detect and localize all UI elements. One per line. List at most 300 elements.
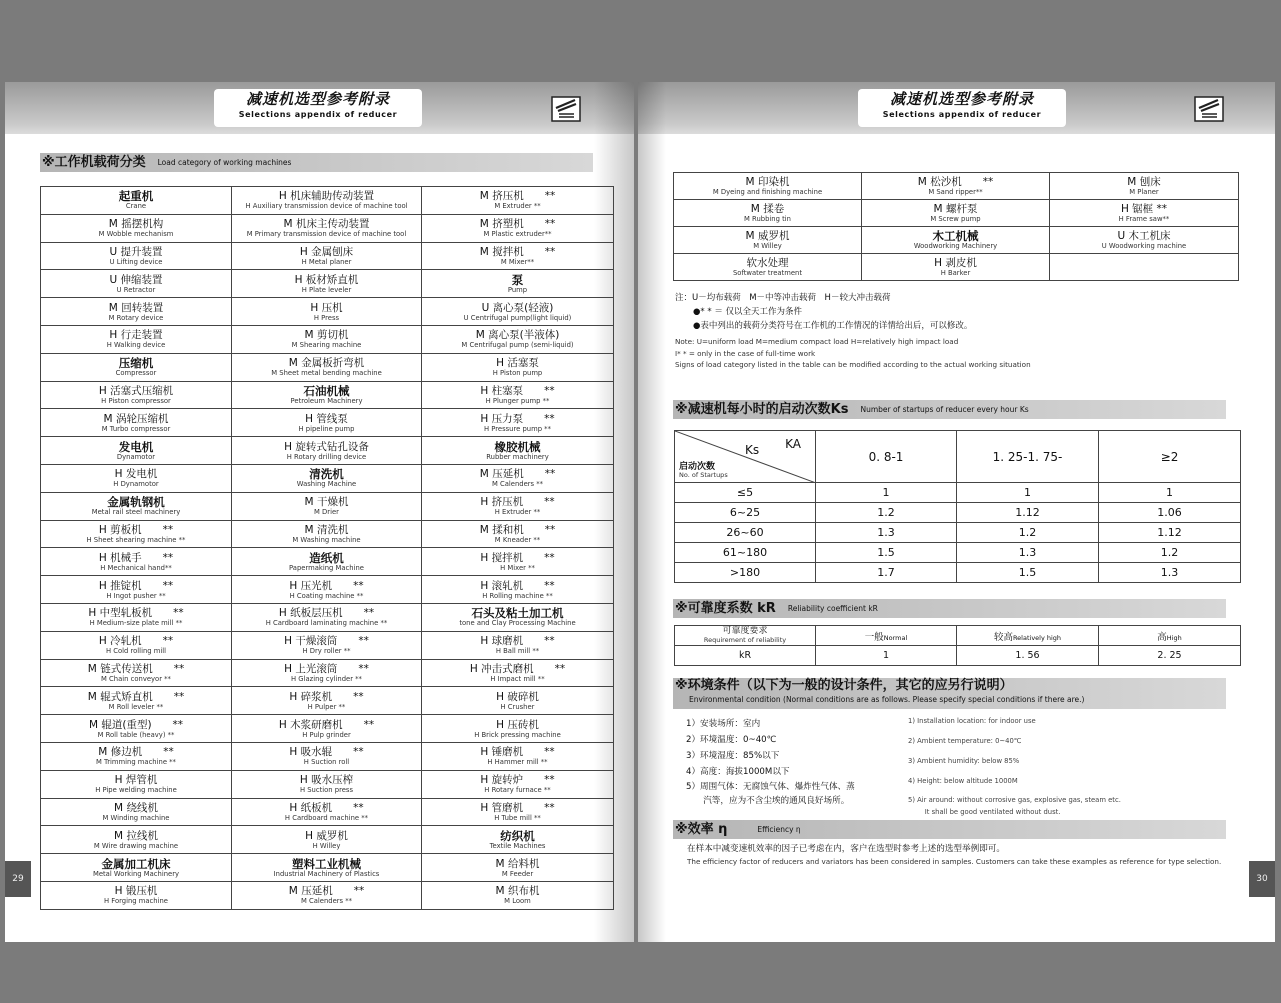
env-item-cn: 4）高度：海拔1000M以下 (686, 767, 790, 777)
machine-cell (232, 576, 422, 604)
machine-name-cn: H 纸板层压机 ** (278, 607, 375, 620)
machine-name-cn: M 链式传送机 ** (87, 662, 185, 675)
machine-name-en: M Shearing machine (291, 341, 362, 350)
machine-cell (422, 381, 614, 409)
machine-name-cn: H 锤磨机 ** (480, 746, 555, 759)
reliability-col-en: Normal (883, 633, 908, 642)
machine-cell (422, 603, 614, 631)
machine-name-en: H Pulp grinder (302, 730, 351, 739)
env-item-en: 3) Ambient humidity: below 85% (908, 757, 1020, 765)
machine-name-en: H Pipe welding machine (95, 786, 177, 795)
machine-name-cn: M 离心泵(半液体) (475, 329, 560, 342)
env-item-cn: 1）安装场所：室内 (686, 719, 761, 729)
column-header: ≥2 (1099, 431, 1241, 483)
machine-cell (232, 409, 422, 437)
machine-cell (41, 631, 232, 659)
machine-name-en: H Piston pump (492, 369, 543, 378)
machine-cell (41, 854, 232, 882)
machine-name-en: M Rotary device (108, 313, 164, 322)
table-row (41, 881, 614, 909)
machine-name-en: M Calenders ** (300, 897, 353, 906)
machine-name-cn: 塑料工业机械 (292, 856, 361, 871)
machine-name-en: M Wobble mechanism (98, 230, 174, 239)
machine-cell (232, 631, 422, 659)
machine-name-en: Woodworking Machinery (913, 242, 998, 250)
machine-name-cn: M 威罗机 (745, 230, 790, 242)
machine-name-cn: H 机床辅助传动装置 (278, 190, 375, 203)
machine-cell (422, 742, 614, 770)
env-item-en: 4) Height: below altitude 1000M (908, 777, 1018, 785)
machine-cell (41, 770, 232, 798)
startups-value: 1 (1099, 483, 1241, 503)
machine-cell (422, 409, 614, 437)
machine-cell (41, 353, 232, 381)
machine-cell (41, 242, 232, 270)
machine-name-cn: H 压机 (310, 301, 343, 314)
machine-name-en: H Plunger pump ** (485, 396, 550, 405)
efficiency-heading (673, 820, 1226, 839)
machine-cell (41, 187, 232, 215)
machine-cell (41, 464, 232, 492)
note-cn-3: ●表中列出的载荷分类符号在工作机的工作情况的详情给出后，可以修改。 (693, 321, 973, 331)
reliability-head-en: Requirement of reliability (703, 636, 787, 644)
machine-cell (422, 492, 614, 520)
machine-name-cn: H 威罗机 (305, 829, 348, 842)
machine-cell (232, 854, 422, 882)
machine-cell (41, 298, 232, 326)
header-title-en: Selections appendix of reducer (238, 110, 398, 119)
machine-name-cn: M 清洗机 (304, 523, 349, 536)
machine-name-en: Papermaking Machine (289, 563, 364, 572)
machine-name-cn: M 绕线机 (114, 801, 158, 814)
table-row (41, 242, 614, 270)
machine-cell (862, 254, 1050, 281)
machine-name-cn: M 搅拌机 ** (479, 245, 556, 258)
table-row (41, 687, 614, 715)
machine-name-cn: M 摇摆机构 (108, 218, 164, 231)
environment-heading (673, 678, 1226, 709)
header-title-en: Selections appendix of reducer (882, 110, 1042, 119)
machine-cell (674, 254, 862, 281)
machine-cell (422, 437, 614, 465)
env-item-en: 1) Installation location: for indoor use (908, 717, 1036, 725)
startups-value: 1.3 (1099, 563, 1241, 583)
machine-name-cn: H 活塞泵 (496, 357, 539, 370)
machine-cell (232, 659, 422, 687)
machine-name-cn: H 冷轧机 ** (98, 635, 174, 648)
machine-name-en: H Sheet shearing machine ** (86, 535, 186, 544)
startups-value: 1.2 (957, 523, 1099, 543)
machine-name-en: H Mixer ** (500, 563, 535, 572)
machine-name-en: M Mixer** (500, 257, 535, 266)
machine-name-cn: H 冲击式磨机 ** (469, 662, 566, 675)
machine-name-en: Dynamotor (116, 452, 156, 461)
machine-cell (232, 770, 422, 798)
machine-name-cn: H 活塞式压缩机 (98, 384, 174, 397)
table-row (41, 353, 614, 381)
reliability-col-en: Relatively high (1012, 633, 1062, 642)
table-row (41, 381, 614, 409)
machine-name-cn: M 辊道(重型) ** (88, 718, 184, 731)
machine-name-cn: H 推锭机 ** (98, 579, 174, 592)
machine-name-cn: 清洗机 (309, 467, 344, 482)
machine-name-en: H pipeline pump (298, 424, 355, 433)
machine-name-en: H Metal planer (301, 257, 352, 266)
machine-name-cn: M 印染机 (745, 176, 790, 188)
env-item-en: 5) Air around: without corrosive gas, explosive gas, steam etc. (908, 796, 1121, 804)
left-page (5, 82, 634, 942)
machine-name-cn: H 旋转炉 ** (480, 774, 555, 787)
note-en-2: I* * = only in the case of full-time work (675, 349, 816, 358)
machine-name-cn: H 干燥滚筒 ** (284, 635, 369, 648)
machine-cell (41, 548, 232, 576)
machine-name-en: H Suction press (299, 786, 354, 795)
startups-value: 1.5 (957, 563, 1099, 583)
machine-name-en: H Pressure pump ** (484, 424, 551, 433)
machine-name-en: H Frame saw** (1118, 215, 1170, 223)
machine-name-cn: 橡胶机械 (494, 439, 541, 454)
table-row (41, 492, 614, 520)
table-row (41, 770, 614, 798)
machine-name-cn: 发电机 (118, 439, 154, 454)
company-logo-icon (551, 96, 581, 122)
reliability-title-en: Reliability coefficient kR (787, 604, 878, 613)
machine-name-en: H Coating machine ** (289, 591, 364, 600)
note-en-1: Note: U=uniform load M=medium compact load H=relatively high impact load (675, 337, 959, 346)
machine-cell (41, 437, 232, 465)
machine-cell (1050, 200, 1239, 227)
machine-name-en: M Winding machine (102, 813, 170, 822)
machine-name-cn: 金属加工机床 (101, 856, 171, 871)
startups-range: 26~60 (675, 523, 816, 543)
machine-name-cn: M 挤塑机 ** (479, 218, 556, 231)
load-category-table (40, 186, 614, 910)
machine-name-en: M Calenders ** (491, 480, 544, 489)
machine-cell (232, 798, 422, 826)
machine-name-cn: H 滚轧机 ** (480, 579, 555, 592)
machine-name-cn: H 纸板机 ** (289, 801, 364, 814)
machine-name-cn: 起重机 (118, 189, 154, 204)
machine-cell (232, 325, 422, 353)
table-row (41, 548, 614, 576)
machine-name-en: H Impact mill ** (490, 674, 545, 683)
machine-cell (422, 520, 614, 548)
reliability-row-label: kR (675, 646, 816, 666)
machine-name-cn: M 修边机 ** (98, 746, 174, 759)
environment-title-en: Environmental condition (Normal conditions are as follows. Please specify special conditions if there are.) (689, 695, 1085, 704)
startups-value: 1.7 (816, 563, 957, 583)
machine-cell (422, 826, 614, 854)
header-title-box (214, 89, 422, 127)
machine-name-en: H Press (313, 313, 340, 322)
machine-name-en: Metal Working Machinery (92, 869, 180, 878)
machine-name-cn: 木工机械 (932, 229, 979, 243)
note-en-3: Signs of load category listed in the table can be modified according to the actual working situation (675, 360, 1031, 369)
machine-name-en: H Hammer mill ** (487, 758, 548, 767)
column-header: 1. 25-1. 75- (957, 431, 1099, 483)
machine-cell (1050, 254, 1239, 281)
machine-cell (41, 270, 232, 298)
machine-cell (422, 854, 614, 882)
table-row (41, 214, 614, 242)
machine-cell (422, 576, 614, 604)
table-row (674, 227, 1239, 254)
ka-label: KA (785, 437, 801, 451)
machine-name-cn: M 刨床 (1127, 176, 1161, 188)
machine-name-en: H Plate leveler (301, 285, 352, 294)
machine-name-en: H Forging machine (104, 897, 168, 906)
machine-name-en: M Rubbing tin (744, 215, 791, 223)
load-category-title: ※工作机载荷分类 (42, 155, 146, 170)
machine-name-en: M Dyeing and finishing machine (712, 188, 823, 196)
startups-value: 1 (957, 483, 1099, 503)
right-page (638, 82, 1275, 942)
machine-cell (674, 200, 862, 227)
table-row (41, 826, 614, 854)
machine-name-cn: U 提升装置 (109, 245, 163, 258)
machine-name-en: M Centrifugal pump (semi-liquid) (461, 341, 574, 350)
machine-name-en: M Willey (753, 242, 782, 250)
machine-name-en: H Rotary drilling device (286, 452, 367, 461)
machine-name-en: M Turbo compressor (101, 424, 171, 433)
machine-name-cn: M 压延机 ** (288, 885, 365, 898)
machine-cell (41, 214, 232, 242)
startups-range: >180 (675, 563, 816, 583)
machine-name-cn: M 辊式矫直机 ** (87, 690, 185, 703)
machine-cell (232, 187, 422, 215)
table-row (41, 742, 614, 770)
machine-name-cn: 泵 (511, 272, 524, 287)
table-row (675, 543, 1241, 563)
table-row (674, 254, 1239, 281)
machine-name-cn: H 旋转式钻孔设备 (284, 440, 369, 453)
machine-name-cn: H 中型轧板机 ** (88, 607, 184, 620)
machine-cell (41, 325, 232, 353)
machine-name-cn: M 机床主传动装置 (283, 218, 370, 231)
machine-cell (422, 631, 614, 659)
table-row (41, 520, 614, 548)
machine-name-cn: H 板材矫直机 (294, 273, 359, 286)
table-row (675, 523, 1241, 543)
machine-name-en: M Chain conveyor ** (101, 674, 171, 683)
machine-cell (232, 437, 422, 465)
machine-name-en: M Wire drawing machine (93, 841, 179, 850)
machine-name-cn: M 松沙机 ** (917, 176, 994, 188)
machine-name-en: M Kneader ** (494, 535, 541, 544)
table-row (41, 798, 614, 826)
load-category-title-en: Load category of working machines (157, 158, 292, 167)
reliability-col-en: High (1166, 633, 1182, 642)
header-band (638, 82, 1275, 134)
machine-name-cn: 石油机械 (303, 383, 350, 398)
machine-name-en: Textile Machines (489, 841, 546, 850)
machine-cell (232, 715, 422, 743)
table-row (41, 715, 614, 743)
header-title-box (858, 89, 1066, 127)
table-row (674, 173, 1239, 200)
machine-name-cn: H 焊管机 (114, 774, 158, 787)
machine-name-en: H Walking device (106, 341, 166, 350)
machine-cell (422, 548, 614, 576)
environment-title: ※环境条件（以下为一般的设计条件，其它的应另行说明） (675, 678, 1013, 693)
machine-name-cn: U 伸缩装置 (109, 273, 163, 286)
startups-title-en: Number of startups of reducer every hour Ks (860, 405, 1029, 414)
machine-cell (862, 200, 1050, 227)
table-row (41, 325, 614, 353)
machine-name-en: H Rolling machine ** (482, 591, 553, 600)
machine-name-en: M Roll table (heavy) ** (97, 730, 175, 739)
machine-name-cn: H 上光滚筒 ** (284, 662, 369, 675)
startups-table (674, 430, 1241, 583)
machine-name-cn: H 压光机 ** (289, 579, 364, 592)
machine-cell (422, 715, 614, 743)
machine-name-cn: H 机械手 ** (98, 551, 174, 564)
load-category-table-continued (673, 172, 1239, 281)
machine-name-cn: H 搅拌机 ** (480, 551, 555, 564)
machine-name-en: Rubber machinery (486, 452, 549, 461)
machine-name-cn: H 锻压机 (114, 885, 158, 898)
machine-name-en: Petroleum Machinery (290, 396, 363, 405)
ks-label: Ks (745, 443, 760, 457)
machine-name-en: Softwater treatment (732, 269, 803, 277)
machine-name-en: H Extruder ** (494, 508, 541, 517)
table-row (41, 576, 614, 604)
machine-name-en: U Retractor (116, 285, 156, 294)
table-row (675, 563, 1241, 583)
machine-name-en: H Auxiliary transmission device of machine tool (245, 202, 408, 211)
machine-cell (232, 520, 422, 548)
machine-name-cn: M 揉和机 ** (479, 523, 556, 536)
machine-name-cn: 金属轨钢机 (107, 495, 165, 510)
machine-cell (422, 881, 614, 909)
machine-name-en: M Feeder (501, 869, 534, 878)
machine-name-cn: M 揉卷 (750, 203, 785, 215)
machine-name-en: M Plastic extruder** (483, 230, 552, 239)
machine-cell (422, 353, 614, 381)
machine-cell (232, 270, 422, 298)
machine-cell (422, 214, 614, 242)
startups-value: 1.06 (1099, 503, 1241, 523)
machine-name-cn: U 离心泵(轻液) (481, 301, 554, 314)
machine-name-cn: 造纸机 (309, 550, 344, 565)
machine-name-en: H Dry roller ** (302, 647, 351, 656)
machine-cell (862, 173, 1050, 200)
machine-name-en: M Roll leveler ** (108, 702, 164, 711)
machine-name-cn: H 球磨机 ** (480, 635, 555, 648)
machine-cell (232, 548, 422, 576)
startups-heading (673, 400, 1226, 419)
machine-cell (232, 603, 422, 631)
machine-name-cn: M 剪切机 (304, 329, 349, 342)
machine-cell (422, 242, 614, 270)
efficiency-text-cn: 在样本中减变速机效率的因子已考虑在内，客户在选型时参考上述的选型举例即可。 (687, 844, 1005, 854)
note-cn-1: 注：U－均布载荷 M－中等冲击载荷 H－较大冲击载荷 (675, 293, 891, 303)
env-item-cn: 汽等，应为不含尘埃的通风良好场所。 (686, 796, 850, 806)
machine-name-cn: H 木浆研磨机 ** (278, 718, 375, 731)
machine-name-cn: M 给料机 (495, 857, 540, 870)
machine-name-cn: H 柱塞泵 ** (480, 384, 555, 397)
table-row (674, 200, 1239, 227)
machine-name-en: H Crusher (500, 702, 535, 711)
machine-cell (41, 492, 232, 520)
machine-name-cn: M 金属板折弯机 (288, 357, 365, 370)
machine-name-en: H Ingot pusher ** (106, 591, 166, 600)
machine-name-en: H Rotary furnace ** (484, 786, 551, 795)
machine-name-cn: H 金属刨床 (299, 245, 354, 258)
machine-name-cn: U 木工机床 (1117, 230, 1171, 242)
machine-name-cn: H 锯框 ** (1120, 203, 1168, 215)
machine-cell (1050, 227, 1239, 254)
table-row (41, 187, 614, 215)
machine-cell (422, 770, 614, 798)
table-row (41, 854, 614, 882)
machine-name-cn: M 拉线机 (114, 829, 158, 842)
reliability-value: 1 (816, 646, 957, 666)
machine-name-en: H Barker (940, 269, 971, 277)
machine-name-cn: 纺织机 (500, 828, 535, 843)
machine-cell (41, 742, 232, 770)
reliability-col-cn: 一般 (864, 631, 884, 643)
machine-name-cn: H 挤压机 ** (480, 496, 555, 509)
startups-title: ※减速机每小时的启动次数Ks (675, 402, 849, 417)
startups-label-en: No. of Startups (679, 471, 728, 479)
efficiency-text-en: The efficiency factor of reducers and variators has been considered in samples. Customers can take these examples as reference for type selection. (687, 857, 1222, 866)
reliability-col (816, 626, 957, 646)
machine-cell (41, 381, 232, 409)
machine-name-cn: H 吸水辊 ** (289, 746, 364, 759)
machine-name-en: H Brick pressing machine (474, 730, 561, 739)
machine-cell (674, 227, 862, 254)
page-number-right: 30 (1249, 861, 1275, 897)
machine-name-cn: H 吸水压榨 (299, 774, 354, 787)
machine-cell (41, 798, 232, 826)
startups-range: ≤5 (675, 483, 816, 503)
startups-label-cn: 启动次数 (679, 462, 716, 472)
machine-name-en: Compressor (115, 369, 157, 378)
startups-value: 1.2 (816, 503, 957, 523)
machine-name-en: Crane (125, 202, 147, 211)
startups-range: 6~25 (675, 503, 816, 523)
machine-cell (232, 742, 422, 770)
startups-range: 61~180 (675, 543, 816, 563)
env-item-cn: 2）环境温度：0~40℃ (686, 735, 777, 745)
machine-cell (232, 381, 422, 409)
machine-cell (41, 409, 232, 437)
machine-cell (41, 576, 232, 604)
machine-name-en: M Drier (314, 508, 339, 517)
machine-name-cn: H 碎浆机 ** (289, 690, 364, 703)
company-logo-icon (1194, 96, 1224, 122)
load-category-heading (40, 153, 593, 172)
column-header: 0. 8-1 (816, 431, 957, 483)
machine-cell (41, 659, 232, 687)
machine-cell (232, 464, 422, 492)
machine-cell (422, 325, 614, 353)
machine-name-cn: H 破碎机 (496, 690, 539, 703)
efficiency-title: ※效率 η (675, 822, 728, 837)
machine-name-en: H Cardboard machine ** (284, 813, 369, 822)
machine-name-en: tone and Clay Processing Machine (459, 619, 576, 628)
machine-name-en: M Trimming machine ** (96, 758, 176, 767)
machine-name-en: U Centrifugal pump(light liquid) (463, 313, 572, 322)
efficiency-title-en: Efficiency η (757, 825, 801, 834)
machine-cell (232, 881, 422, 909)
machine-name-cn: H 剥皮机 (934, 257, 977, 269)
reliability-col (957, 626, 1099, 646)
table-row (41, 298, 614, 326)
machine-name-cn: M 压延机 ** (479, 468, 556, 481)
book-gutter-shadow (638, 82, 666, 942)
